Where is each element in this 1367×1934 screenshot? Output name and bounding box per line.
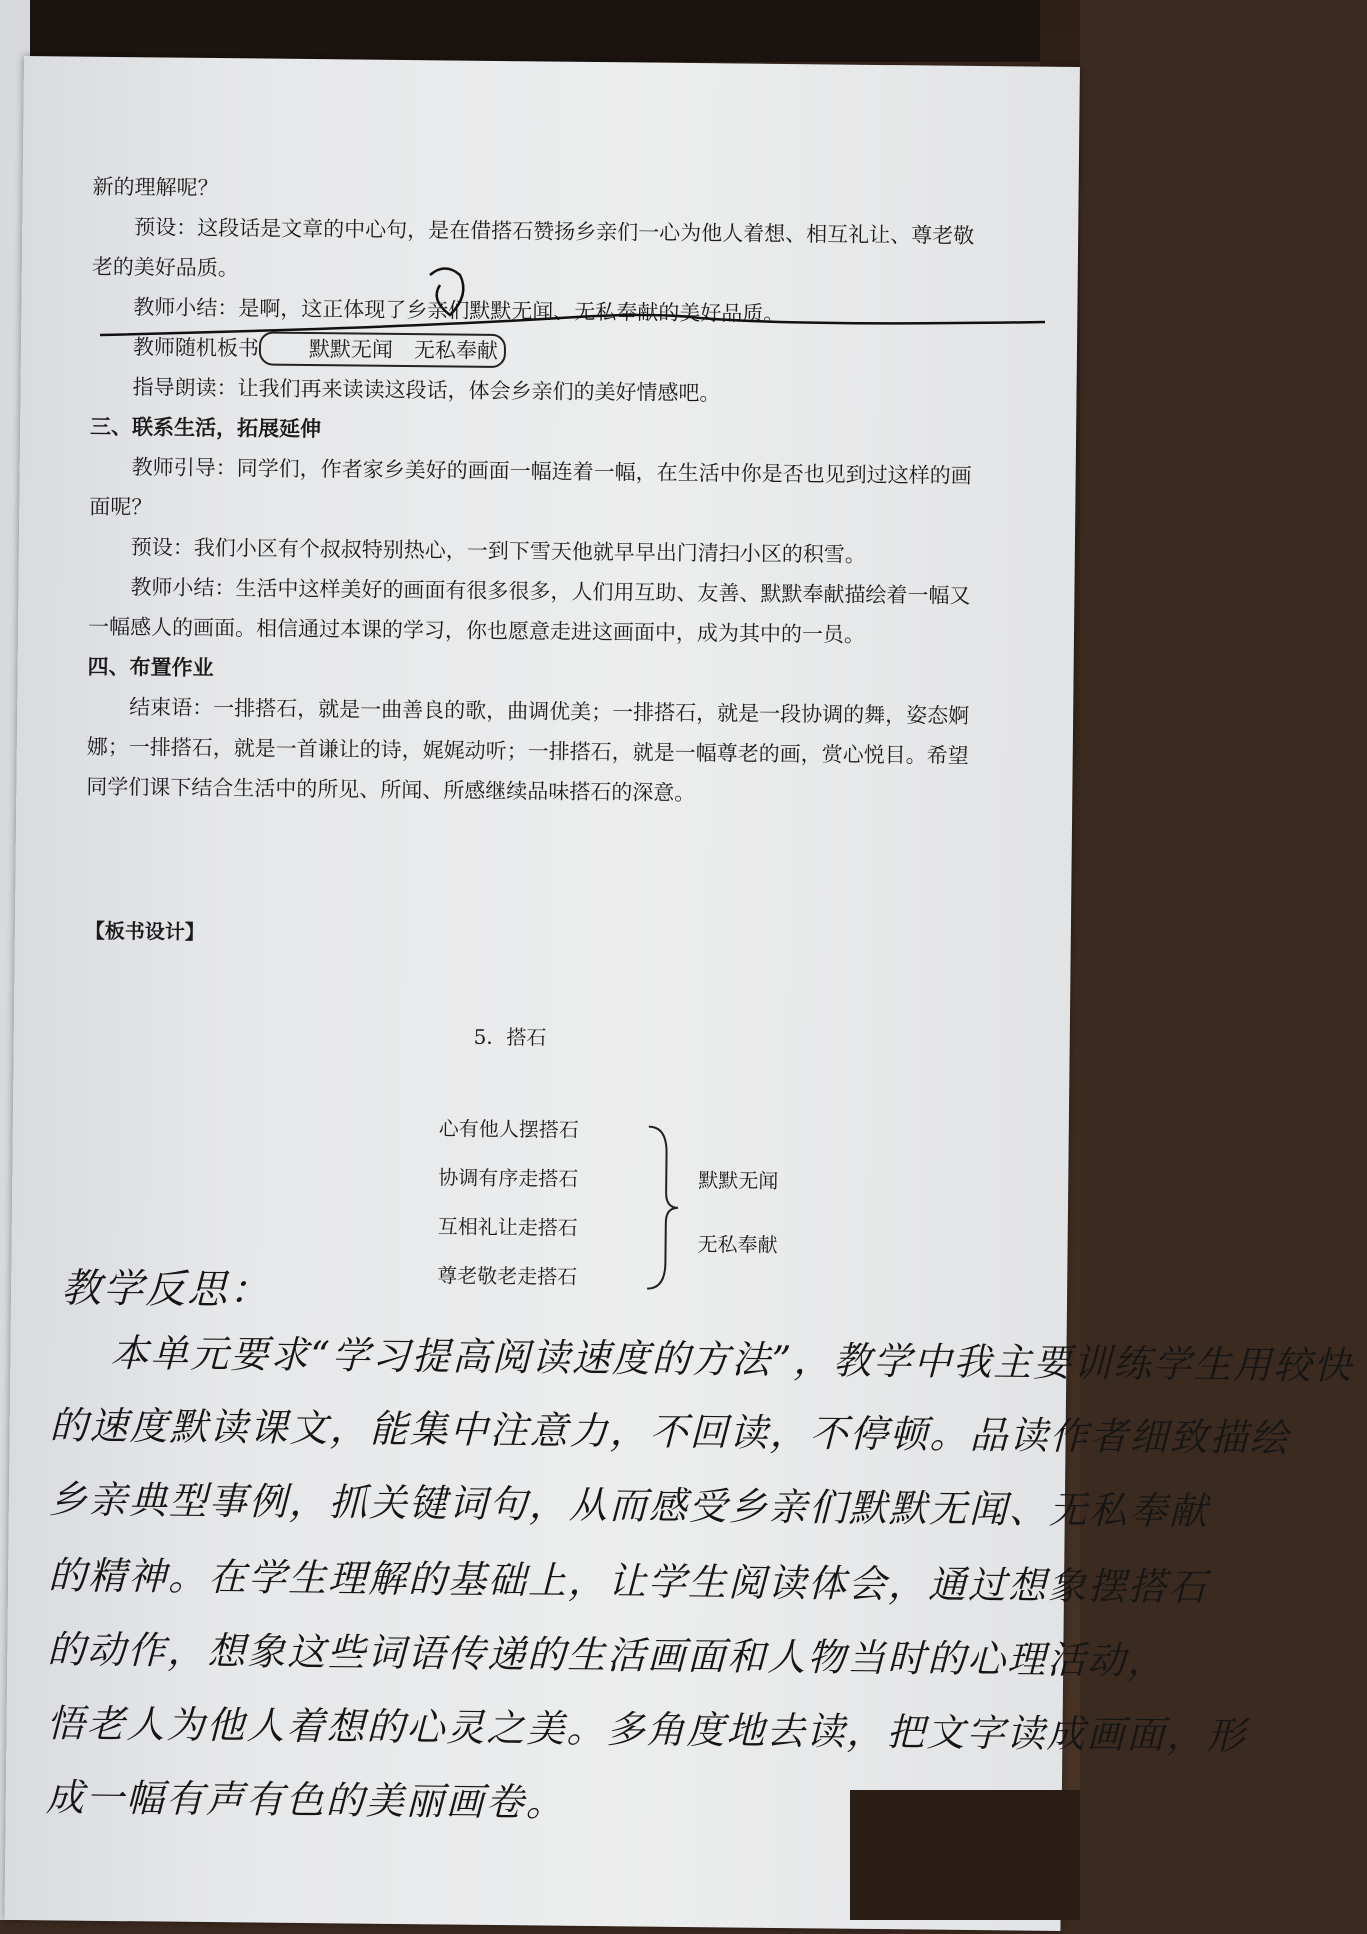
desk-background <box>0 0 1080 62</box>
paragraph-preset-1: 预设：这段话是文章的中心句，是在借搭石赞扬乡亲们一心为他人着想、相互礼让、尊老敬老的美好品质。 <box>91 215 975 281</box>
paragraph-summary-2: 教师小结：生活中这样美好的画面有很多很多，人们用互助、友善、默默奉献描绘着一幅又一幅感人的画面。相信通过本课的学习，你也愿意走进这画面中，成为其中的一员。 <box>87 575 971 647</box>
paragraph-board-note: 教师随机板书 默默无闻 无私奉献 <box>91 327 991 376</box>
section-heading-4: 四、布置作业 <box>87 654 214 681</box>
section-heading-3: 三、联系生活，拓展延伸 <box>89 414 322 442</box>
printed-text <box>86 167 993 816</box>
paragraph-summary-1: 教师小结：是啊，这正体现了乡亲们默默无闻、无私奉献的美好品质。 <box>133 295 785 326</box>
board-line: 心有他人摆搭石 <box>438 1116 579 1142</box>
desk-corner <box>850 1790 1080 1920</box>
board-line: 尊老敬老走搭石 <box>437 1263 578 1289</box>
handwritten-line: 本单元要求“学习提高阅读速度的方法”，教学中我主要训练学生用较快 <box>110 1330 1354 1388</box>
handwritten-line: 乡亲典型事例，抓关键词句，从而感受乡亲们默默无闻、无私奉献 <box>48 1477 1210 1534</box>
board-summary <box>697 1148 778 1277</box>
document-page <box>4 56 1354 1931</box>
board-summary-item: 无私奉献 <box>697 1232 778 1257</box>
paragraph-teacher-guide: 教师引导：同学们，作者家乡美好的画面一幅连着一幅，在生活中你是否也见到过这样的画面呢？ <box>89 455 972 520</box>
board-line: 协调有序走搭石 <box>438 1165 579 1191</box>
handwritten-line: 的精神。在学生理解的基础上，让学生阅读体会，通过想象摆搭石 <box>47 1553 1209 1610</box>
handwritten-line: 的速度默读课文，能集中注意力，不回读，不停顿。品读作者细致描绘 <box>49 1403 1290 1461</box>
handwritten-line: 的动作，想象这些词语传递的生活画面和人物当时的心理活动， <box>47 1627 1168 1684</box>
paragraph-intro: 新的理解呢？ <box>92 174 219 201</box>
handwritten-line: 悟老人为他人着想的心灵之美。多角度地去读，把文字读成画面，形 <box>46 1701 1247 1758</box>
paragraph-closing: 结束语：一排搭石，就是一曲善良的歌，曲调优美；一排搭石，就是一段协调的舞，姿态婀娜；一排搭石，就是一首谦让的诗，娓娓动听；一排搭石，就是一幅尊老的画，赏心悦目。希望同学们课下结合生活中的所见、所闻、所感继续品味搭石的深意。 <box>86 695 970 806</box>
board-design-heading: 【板书设计】 <box>84 918 205 944</box>
circled-annotation: 默默无闻 无私奉献 <box>259 331 506 368</box>
paragraph-guide-read: 指导朗读：让我们再来读读这段话，体会乡亲们的美好情感吧。 <box>132 375 721 406</box>
board-line: 互相礼让走搭石 <box>437 1214 578 1240</box>
board-summary-item: 默默无闻 <box>698 1168 779 1193</box>
paragraph-preset-2: 预设：我们小区有个叔叔特别热心，一到下雪天他就早早出门清扫小区的积雪。 <box>130 535 866 567</box>
lesson-title: 5．搭石 <box>473 1024 547 1050</box>
struck-text: 教师小结：是啊， <box>133 295 302 321</box>
handwritten-title: 教学反思： <box>60 1265 272 1314</box>
handwritten-line: 成一幅有声有色的美丽画卷。 <box>45 1775 566 1825</box>
